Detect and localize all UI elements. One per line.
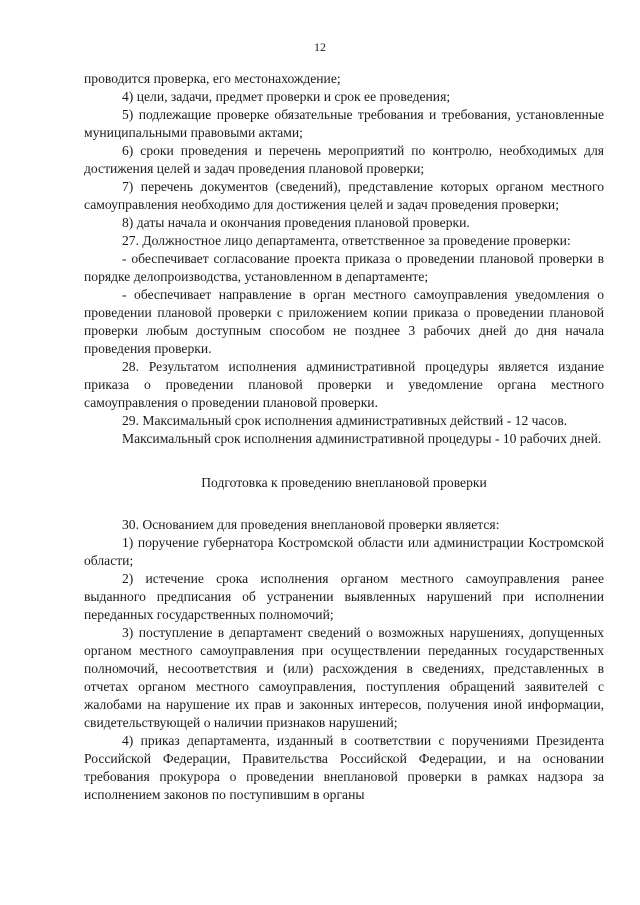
paragraph-location: проводится проверка, его местонахождение; xyxy=(84,71,341,86)
paragraph-clause-29: 29. Максимальный срок исполнения административных действий - 12 часов. xyxy=(122,413,568,428)
paragraph-max-term: Максимальный срок исполнения административной процедуры - 10 рабочих дней. xyxy=(122,431,602,446)
paragraph-basis-1: 1) поручение губернатора Костромской области или администрации Костромской области; xyxy=(84,535,604,568)
section-heading: Подготовка к проведению внеплановой проверки xyxy=(201,475,487,490)
paragraph-clause-30: 30. Основанием для проведения внеплановой проверки является: xyxy=(122,517,500,532)
paragraph-item-7: 7) перечень документов (сведений), представление которых органом местного самоуправления необходимо для достижения целей и задач проведения проверки; xyxy=(84,179,604,212)
paragraph-item-5: 5) подлежащие проверке обязательные требования и требования, установленные муниципальными правовыми актами; xyxy=(84,107,604,140)
paragraph-clause-28: 28. Результатом исполнения административной процедуры является издание приказа о проведении плановой проверки и уведомление органа местного самоуправления о проведении плановой проверки. xyxy=(84,359,604,410)
paragraph-basis-2: 2) истечение срока исполнения органом местного самоуправления ранее выданного предписания об устранении выявленных нарушений при исполнении переданных государственных полномочий; xyxy=(84,571,604,622)
page-number: 12 xyxy=(314,40,326,54)
document-body xyxy=(84,70,604,804)
paragraph-bullet-approval: - обеспечивает согласование проекта приказа о проведении плановой проверки в порядке делопроизводства, установленном в департаменте; xyxy=(84,251,604,284)
paragraph-clause-27: 27. Должностное лицо департамента, ответственное за проведение проверки: xyxy=(122,233,571,248)
paragraph-item-4: 4) цели, задачи, предмет проверки и срок ее проведения; xyxy=(122,89,451,104)
paragraph-item-6: 6) сроки проведения и перечень мероприятий по контролю, необходимых для достижения целей и задач проведения плановой проверки; xyxy=(84,143,604,176)
paragraph-basis-3: 3) поступление в департамент сведений о возможных нарушениях, допущенных органом местного самоуправления при осуществлении переданных государственных полномочий, несоответствия и (или) расхождения в сведениях, представленных в отчетах органом местного самоуправления, поступления обращений заявителей с жалобами на нарушение их прав и законных интересов, получения иной информации, свидетельствующей о наличии признаков нарушений; xyxy=(84,625,604,730)
paragraph-basis-4: 4) приказ департамента, изданный в соответствии с поручениями Президента Российской Федерации, Правительства Российской Федерации, и на основании требования прокурора о проведении внеплановой проверки в рамках надзора за исполнением законов по поступившим в органы xyxy=(84,733,604,802)
paragraph-bullet-notification: - обеспечивает направление в орган местного самоуправления уведомления о проведении плановой проверки с приложением копии приказа о проведении плановой проверки любым доступным способом не позднее 3 рабочих дней до дня начала проведения проверки. xyxy=(84,287,604,356)
paragraph-item-8: 8) даты начала и окончания проведения плановой проверки. xyxy=(122,215,470,230)
